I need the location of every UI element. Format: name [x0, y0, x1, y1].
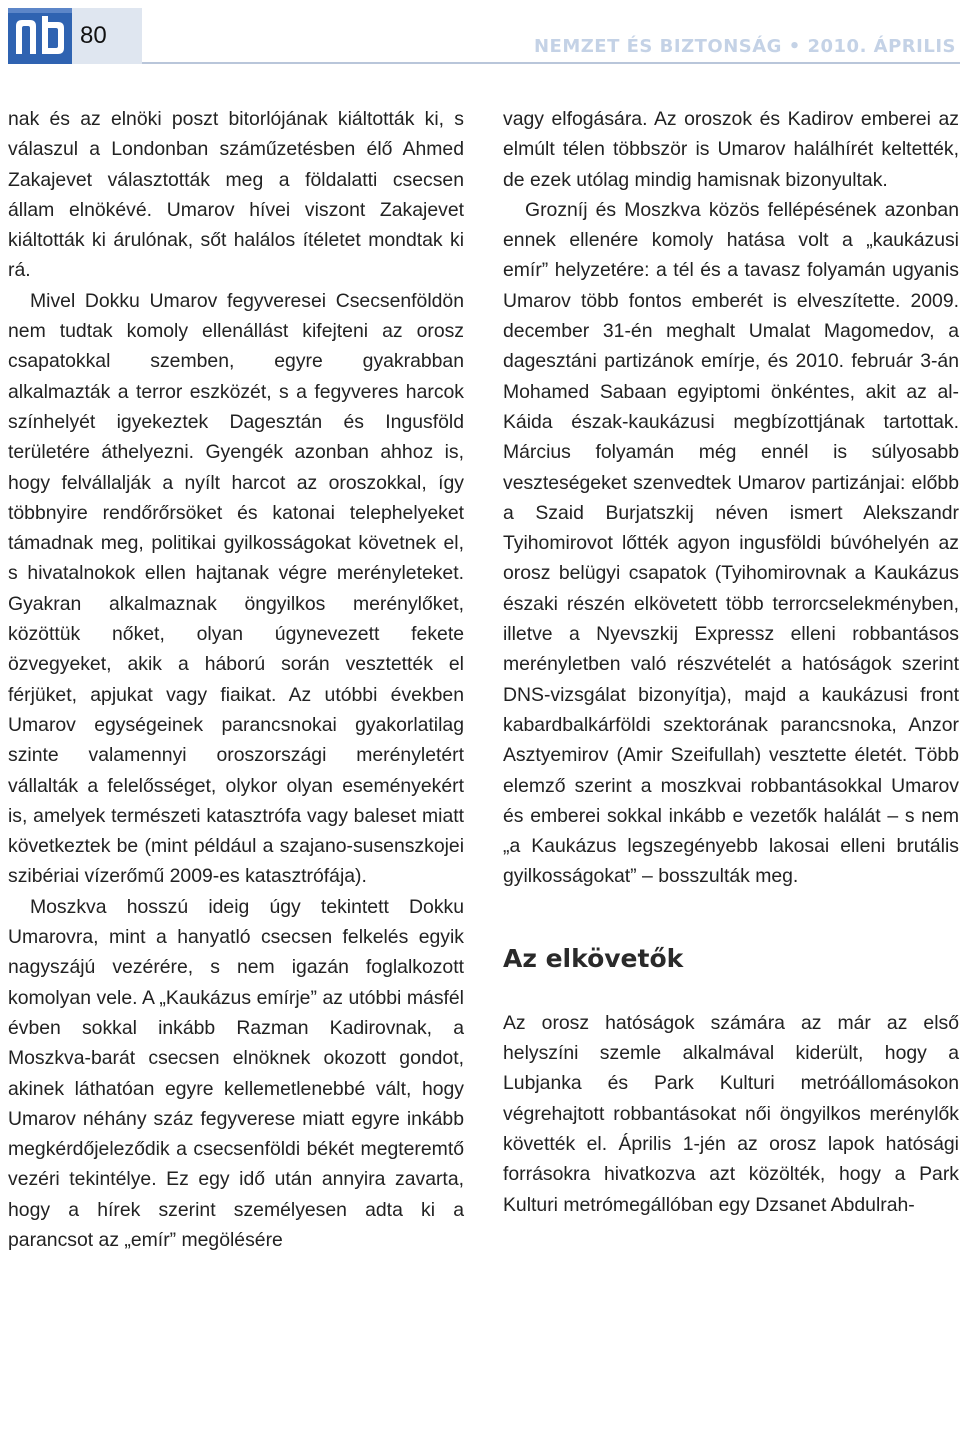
left-paragraph-3: Moszkva hosszú ideig úgy tekintett Dokku Umarovra, mint a hanyatló csecsen felkelés egyik nagyszájú vezérére, s nem igazán foglalkozott komolyan vele. A „Kaukázus emírje” az utóbbi másfél évben sokkal inkább Razman Kadirovnak, a Moszkva-barát csecsen elnöknek okozott gondot, akinek láthatóan egyre kellemetlenebbé vált, hogy Umarov néhány száz fegyverese miatt egyre inkább megkérdőjeleződik a csecsenföldi békét megteremtő vezéri tekintélye. Ez egy idő után annyira zavarta, hogy a hírek szerint személyesen adta ki a parancsot az „emír” megölésére	[8, 895, 464, 1251]
left-column	[8, 104, 464, 1255]
section-title: Az elkövetők	[503, 943, 684, 973]
right-column	[503, 104, 959, 1220]
left-paragraph-1: nak és az elnöki poszt bitorlójának kiáltották ki, s válaszul a Londonban száműzetésben élő Ahmed Zakajevet választották meg a földalatti csecsen állam elnökévé. Umarov hívei viszont Zakajevet kiáltották ki árulónak, sőt halálos ítéletet mondtak ki rá.	[8, 108, 464, 282]
right-paragraph-2: Grozníj és Moszkva közös fellépésének azonban ennek ellenére komoly hatása volt a „kaukázusi emír” helyzetére: a tél és a tavasz folyamán ugyanis Umarov több fontos emberét is elveszítette. 2009. december 31-én meghalt Umalat Magomedov, a dagesztáni partizánok emírje, és 2010. február 3-án Mohamed Sabaan egyiptomi önkéntes, akit az al-Káida észak-kaukázusi megbízottjának tartottak. Március folyamán még ennél is súlyosabb veszteségeket szenvedtek Umarov partizánjai: előbb a Szaid Burjatszkij néven ismert Alekszandr Tyihomirovot lőtték agyon ingusföldi búvóhelyén az orosz belügyi csapatok (Tyihomirovnak a Kaukázus északi részén elkövetett több terrorcselekményben, illetve a Nyevszkij Expressz elleni robbantásos merényletben való részvételét a hatóságok szerint DNS-vizsgálat bizonyítja), majd a kaukázusi front kabardbalkárföldi szektorának parancsnoka, Anzor Asztyemirov (Amir Szeifullah) vesztette életét. Több elemző szerint a moszkvai robbantásokkal Umarov és emberei sokkal inkább e vezetők halálát – s nem „a Kaukázus legszegényebb lakosai elleni brutális gyilkosságokat” – bosszulták meg.	[503, 198, 959, 888]
page-header	[0, 0, 960, 70]
left-paragraph-2: Mivel Dokku Umarov fegyveresei Csecsenföldön nem tudtak komoly ellenállást kifejteni az orosz csapatokkal szemben, egyre gyakrabban alkalmazták a terror eszközét, s a fegyveres harcok színhelyét igyekeztek Dagesztán és Ingusföld területére áthelyezni. Gyengék azonban ahhoz is, hogy felvállalják a nyílt harcot az oroszokkal, így többnyire rendőrőrsöket és katonai telephelyeket támadnak meg, politikai gyilkosságokat követnek el, s hivatalnokok ellen hajtanak végre merényleteket. Gyakran alkalmaznak öngyilkos merénylőket, közöttük nőket, olyan úgynevezett fekete özvegyeket, akik a háború során vesztették el férjüket, apjukat vagy fiaikat. Az utóbbi években Umarov egységeinek parancsnokai gyakorlatilag szinte valamennyi oroszországi merényletért vállalták a felelősséget, olykor olyan eseményekért is, amelyek természeti katasztrófa vagy baleset miatt következtek be (mint például a szajano-susenszkojei szibériai vízerőmű 2009-es katasztrófája).	[8, 289, 464, 888]
running-title: NEMZET ÉS BIZTONSÁG • 2010. ÁPRILIS	[533, 36, 956, 57]
nb-logo-icon	[8, 8, 72, 64]
page-number: 80	[72, 8, 142, 64]
right-paragraph-1: vagy elfogására. Az oroszok és Kadirov emberei az elmúlt télen többször is Umarov halálhírét keltették, de ezek utólag mindig hamisnak bizonyultak.	[503, 108, 959, 191]
right-paragraph-3: Az orosz hatóságok számára az már az első helyszíni szemle alkalmával kiderült, hogy a Lubjanka és Park Kulturi metróállomásokon végrehajtott robbantásokat női öngyilkos merénylők követték el. Április 1-jén az orosz lapok hatósági forrásokra hivatkozva azt közölték, hogy a Park Kulturi metrómegállóban egy Dzsanet Abdulrah-	[503, 1011, 959, 1216]
header-rule	[142, 62, 960, 64]
